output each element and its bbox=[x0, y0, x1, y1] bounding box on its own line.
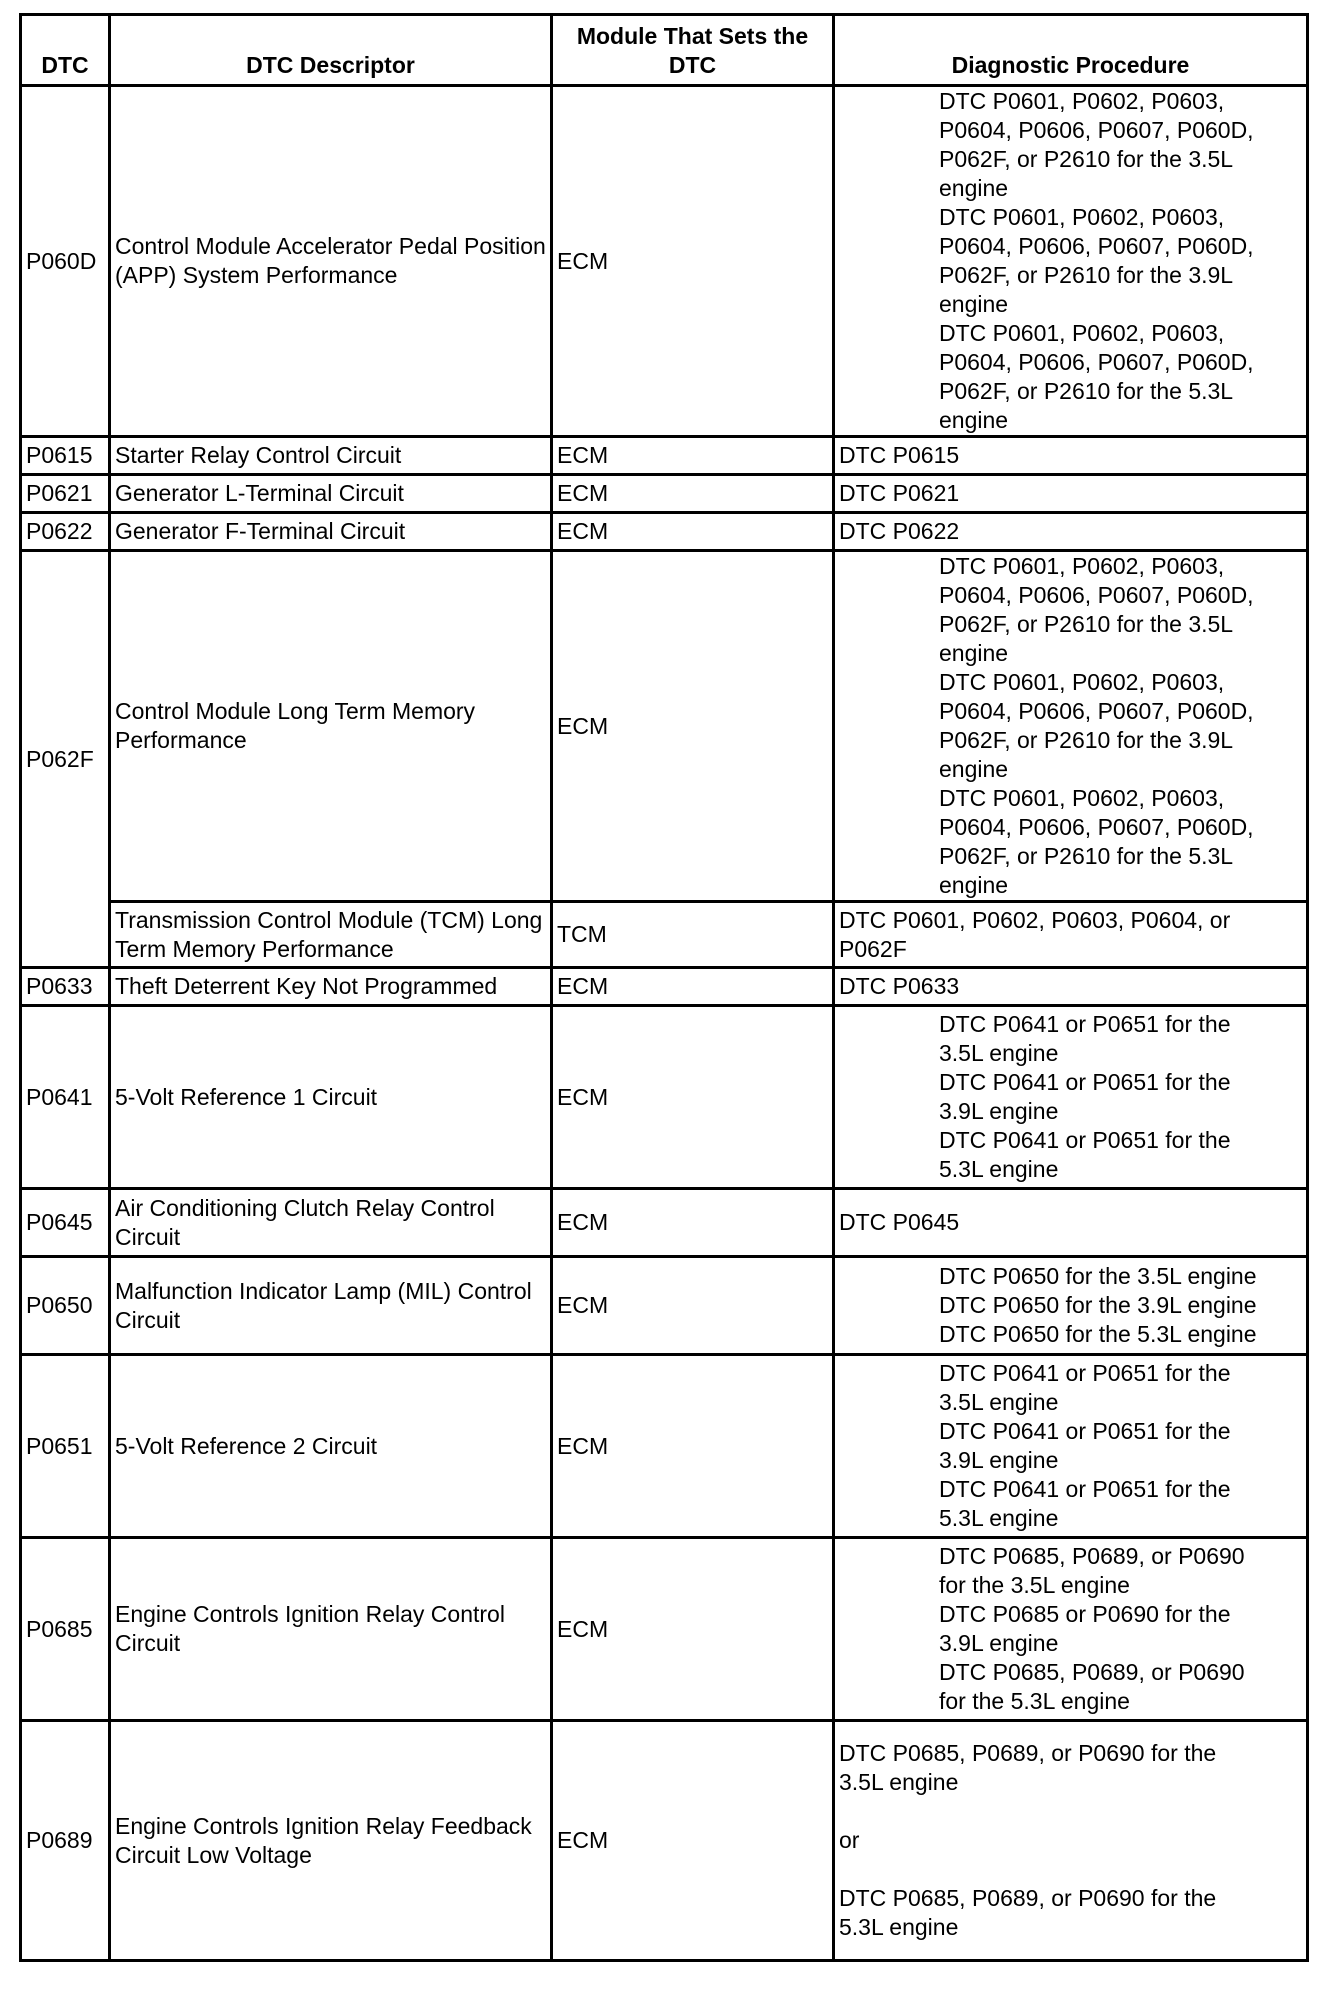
procedure-line: 5.3L engine bbox=[939, 1156, 1059, 1182]
procedure-line: engine bbox=[939, 175, 1009, 201]
procedure-line: DTC P0641 or P0651 for the bbox=[939, 1360, 1231, 1386]
procedure-line: DTC P0685, P0689, or P0690 for the bbox=[839, 1740, 1217, 1766]
diagnostic-procedure: DTC P0645 bbox=[834, 1189, 1308, 1257]
dtc-descriptor: Generator L-Terminal Circuit bbox=[110, 475, 552, 513]
table-header-row bbox=[21, 15, 1308, 86]
procedure-line: DTC P0641 or P0651 for the bbox=[939, 1127, 1231, 1153]
procedure-line: P062F, or P2610 for the 5.3L bbox=[939, 843, 1234, 869]
procedure-line: DTC P0601, P0602, P0603, bbox=[939, 669, 1225, 695]
header-descriptor: DTC Descriptor bbox=[110, 15, 552, 86]
procedure-line: for the 5.3L engine bbox=[939, 1688, 1130, 1714]
procedure-line: P062F, or P2610 for the 3.9L bbox=[939, 262, 1234, 288]
diagnostic-procedure bbox=[834, 1355, 1308, 1538]
table-row bbox=[21, 475, 1308, 513]
procedure-line: P0604, P0606, P0607, P060D, bbox=[939, 117, 1254, 143]
procedure-line: P0604, P0606, P0607, P060D, bbox=[939, 814, 1254, 840]
dtc-descriptor: Transmission Control Module (TCM) Long Term Memory Performance bbox=[110, 902, 552, 968]
table-row bbox=[21, 513, 1308, 551]
procedure-line: 5.3L engine bbox=[839, 1914, 959, 1940]
diagnostic-procedure: DTC P0621 bbox=[834, 475, 1308, 513]
dtc-code: P0651 bbox=[21, 1355, 110, 1538]
procedure-line: P0604, P0606, P0607, P060D, bbox=[939, 349, 1254, 375]
table-row bbox=[21, 1721, 1308, 1961]
procedure-line: DTC P0650 for the 3.5L engine bbox=[939, 1263, 1257, 1289]
table-row bbox=[21, 1355, 1308, 1538]
dtc-code: P0689 bbox=[21, 1721, 110, 1961]
module-name: ECM bbox=[552, 968, 834, 1006]
module-name: ECM bbox=[552, 1538, 834, 1721]
module-name: ECM bbox=[552, 513, 834, 551]
procedure-line: DTC P0650 for the 3.9L engine bbox=[939, 1292, 1257, 1318]
diagnostic-procedure: DTC P0601, P0602, P0603, P0604, or P062F bbox=[834, 902, 1308, 968]
procedure-line: DTC P0641 or P0651 for the bbox=[939, 1069, 1231, 1095]
diagnostic-procedure bbox=[834, 1721, 1308, 1961]
module-name: TCM bbox=[552, 902, 834, 968]
dtc-descriptor: Starter Relay Control Circuit bbox=[110, 437, 552, 475]
module-name: ECM bbox=[552, 1189, 834, 1257]
procedure-line: DTC P0641 or P0651 for the bbox=[939, 1476, 1231, 1502]
diagnostic-procedure bbox=[834, 86, 1308, 437]
dtc-descriptor: Air Conditioning Clutch Relay Control Circuit bbox=[110, 1189, 552, 1257]
module-name: ECM bbox=[552, 86, 834, 437]
module-name: ECM bbox=[552, 1257, 834, 1355]
diagnostic-procedure: DTC P0615 bbox=[834, 437, 1308, 475]
procedure-line: DTC P0601, P0602, P0603, bbox=[939, 553, 1225, 579]
procedure-line: engine bbox=[939, 756, 1009, 782]
procedure-line: DTC P0685, P0689, or P0690 for the bbox=[839, 1885, 1217, 1911]
dtc-code: P060D bbox=[21, 86, 110, 437]
dtc-descriptor: Engine Controls Ignition Relay Feedback Circuit Low Voltage bbox=[110, 1721, 552, 1961]
procedure-spacer bbox=[839, 1855, 1302, 1884]
diagnostic-procedure bbox=[834, 1538, 1308, 1721]
header-dtc: DTC bbox=[21, 15, 110, 86]
dtc-descriptor: Control Module Long Term Memory Performance bbox=[110, 551, 552, 902]
table-row bbox=[21, 1257, 1308, 1355]
dtc-code: P0633 bbox=[21, 968, 110, 1006]
dtc-code: P0685 bbox=[21, 1538, 110, 1721]
dtc-descriptor: Engine Controls Ignition Relay Control Circuit bbox=[110, 1538, 552, 1721]
table-row bbox=[21, 1538, 1308, 1721]
table-row bbox=[21, 1006, 1308, 1189]
procedure-line: 3.5L engine bbox=[939, 1040, 1059, 1066]
dtc-code: P0641 bbox=[21, 1006, 110, 1189]
procedure-line: for the 3.5L engine bbox=[939, 1572, 1130, 1598]
table-row bbox=[21, 86, 1308, 437]
procedure-line: or bbox=[839, 1827, 860, 1853]
procedure-line: DTC P0601, P0602, P0603, bbox=[939, 785, 1225, 811]
procedure-line: 5.3L engine bbox=[939, 1505, 1059, 1531]
dtc-code: P062F bbox=[21, 551, 110, 968]
table-row bbox=[21, 437, 1308, 475]
module-name: ECM bbox=[552, 437, 834, 475]
procedure-line: P062F, or P2610 for the 3.5L bbox=[939, 146, 1234, 172]
table-row bbox=[21, 551, 1308, 902]
procedure-line: P0604, P0606, P0607, P060D, bbox=[939, 233, 1254, 259]
procedure-line: DTC P0685 or P0690 for the bbox=[939, 1601, 1231, 1627]
procedure-line: DTC P0641 or P0651 for the bbox=[939, 1011, 1231, 1037]
procedure-line: DTC P0601, P0602, P0603, bbox=[939, 88, 1225, 114]
dtc-descriptor: Control Module Accelerator Pedal Position (APP) System Performance bbox=[110, 86, 552, 437]
diagnostic-procedure bbox=[834, 1257, 1308, 1355]
module-name: ECM bbox=[552, 1006, 834, 1189]
dtc-descriptor: Theft Deterrent Key Not Programmed bbox=[110, 968, 552, 1006]
module-name: ECM bbox=[552, 1355, 834, 1538]
procedure-line: DTC P0650 for the 5.3L engine bbox=[939, 1321, 1257, 1347]
procedure-line: DTC P0685, P0689, or P0690 bbox=[939, 1543, 1245, 1569]
diagnostic-procedure: DTC P0622 bbox=[834, 513, 1308, 551]
procedure-line: engine bbox=[939, 640, 1009, 666]
procedure-line: P062F, or P2610 for the 3.9L bbox=[939, 727, 1234, 753]
procedure-line: engine bbox=[939, 291, 1009, 317]
diagnostic-procedure bbox=[834, 1006, 1308, 1189]
procedure-line: P062F, or P2610 for the 5.3L bbox=[939, 378, 1234, 404]
procedure-line: engine bbox=[939, 872, 1009, 898]
procedure-line: DTC P0685, P0689, or P0690 bbox=[939, 1659, 1245, 1685]
dtc-code: P0615 bbox=[21, 437, 110, 475]
procedure-line: DTC P0601, P0602, P0603, bbox=[939, 204, 1225, 230]
procedure-line: DTC P0601, P0602, P0603, bbox=[939, 320, 1225, 346]
module-name: ECM bbox=[552, 1721, 834, 1961]
procedure-line: P0604, P0606, P0607, P060D, bbox=[939, 582, 1254, 608]
dtc-descriptor: Malfunction Indicator Lamp (MIL) Control Circuit bbox=[110, 1257, 552, 1355]
table-row bbox=[21, 968, 1308, 1006]
table-row bbox=[21, 902, 1308, 968]
module-name: ECM bbox=[552, 551, 834, 902]
procedure-line: DTC P0641 or P0651 for the bbox=[939, 1418, 1231, 1444]
dtc-descriptor: Generator F-Terminal Circuit bbox=[110, 513, 552, 551]
dtc-code: P0650 bbox=[21, 1257, 110, 1355]
procedure-line: 3.5L engine bbox=[839, 1769, 959, 1795]
procedure-line: 3.9L engine bbox=[939, 1630, 1059, 1656]
procedure-spacer bbox=[839, 1797, 1302, 1826]
procedure-line: engine bbox=[939, 407, 1009, 433]
procedure-line: P0604, P0606, P0607, P060D, bbox=[939, 698, 1254, 724]
header-module: Module That Sets the DTC bbox=[552, 15, 834, 86]
dtc-table bbox=[19, 13, 1309, 1962]
dtc-descriptor: 5-Volt Reference 1 Circuit bbox=[110, 1006, 552, 1189]
dtc-descriptor: 5-Volt Reference 2 Circuit bbox=[110, 1355, 552, 1538]
dtc-code: P0645 bbox=[21, 1189, 110, 1257]
dtc-code: P0621 bbox=[21, 475, 110, 513]
procedure-line: P062F, or P2610 for the 3.5L bbox=[939, 611, 1234, 637]
module-name: ECM bbox=[552, 475, 834, 513]
dtc-code: P0622 bbox=[21, 513, 110, 551]
header-procedure: Diagnostic Procedure bbox=[834, 15, 1308, 86]
diagnostic-procedure: DTC P0633 bbox=[834, 968, 1308, 1006]
table-row bbox=[21, 1189, 1308, 1257]
procedure-line: 3.9L engine bbox=[939, 1098, 1059, 1124]
procedure-line: 3.5L engine bbox=[939, 1389, 1059, 1415]
diagnostic-procedure bbox=[834, 551, 1308, 902]
procedure-line: 3.9L engine bbox=[939, 1447, 1059, 1473]
